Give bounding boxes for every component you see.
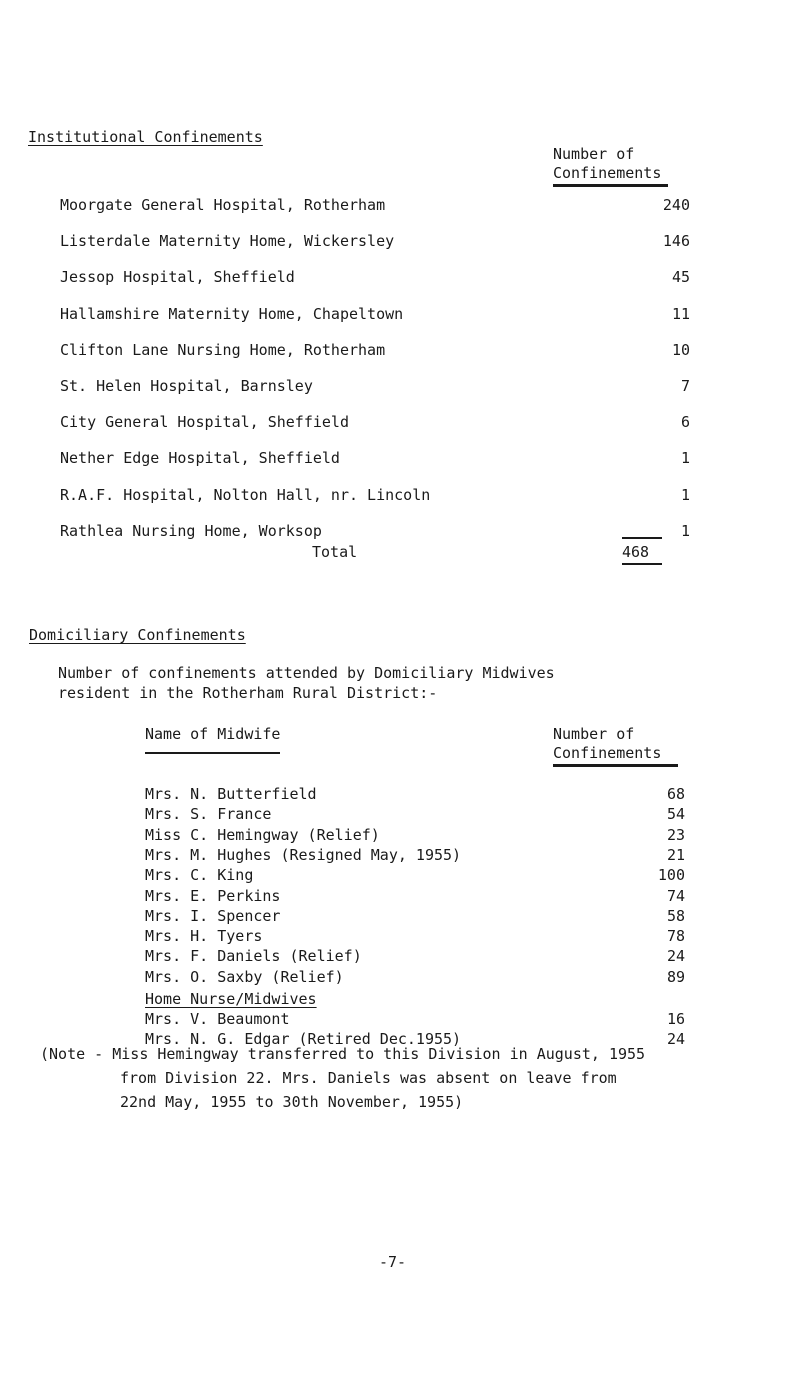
- midwife-row-count: 89: [666, 967, 685, 986]
- midwife-row-count: 23: [666, 825, 685, 844]
- note-block: [40, 1042, 780, 1114]
- institution-row-name: Rathlea Nursing Home, Worksop: [60, 521, 322, 540]
- institution-row-name: Clifton Lane Nursing Home, Rotherham: [60, 340, 386, 359]
- institution-row: [60, 413, 690, 435]
- institution-row-name: City General Hospital, Sheffield: [60, 413, 349, 432]
- institution-row-name: Nether Edge Hospital, Sheffield: [60, 449, 340, 468]
- midwife-row: [145, 805, 695, 827]
- institution-row: [60, 522, 690, 544]
- note-line-3: 22nd May, 1955 to 30th November, 1955): [120, 1093, 464, 1111]
- midwife-row-name: Mrs. E. Perkins: [145, 886, 281, 905]
- home-nurse-row-count: 16: [666, 1010, 685, 1028]
- midwife-row: [145, 968, 695, 990]
- midwife-row: [145, 785, 695, 807]
- institution-row-count: 11: [671, 304, 690, 323]
- midwife-row: [145, 927, 695, 949]
- page-number: -7-: [379, 1253, 407, 1271]
- home-nurse-subheading: Home Nurse/Midwives: [145, 990, 317, 1008]
- institution-row: [60, 486, 690, 508]
- institutional-total-value: 468: [622, 543, 650, 561]
- midwife-count-header-rule: [553, 764, 678, 767]
- midwife-row-count: 68: [666, 785, 685, 803]
- institution-row-name: Hallamshire Maternity Home, Chapeltown: [60, 304, 404, 323]
- midwife-name-header: Name of Midwife: [145, 725, 281, 743]
- institutional-col-header-line2: Confinements: [553, 164, 662, 182]
- midwife-row: [145, 866, 695, 888]
- home-nurse-row-name: Mrs. V. Beaumont: [145, 1010, 290, 1028]
- midwife-row: [145, 947, 695, 969]
- midwife-count-header-line2: Confinements: [553, 744, 662, 762]
- midwife-row-name: Mrs. N. Butterfield: [145, 785, 317, 803]
- midwife-name-header-rule: [145, 752, 280, 754]
- institution-row: [60, 196, 690, 218]
- institutional-total-underline: [622, 563, 662, 565]
- midwife-row-name: Mrs. S. France: [145, 805, 272, 824]
- domiciliary-intro-line1: Number of confinements attended by Domiciliary Midwives: [58, 664, 555, 682]
- institution-row: [60, 449, 690, 471]
- institution-row-count: 240: [662, 196, 690, 214]
- institution-row-name: Jessop Hospital, Sheffield: [60, 268, 295, 287]
- institution-row-count: 1: [680, 485, 690, 504]
- institutional-total-rule: [622, 537, 662, 539]
- institution-row-count: 45: [671, 268, 690, 287]
- note-line-2: from Division 22. Mrs. Daniels was absent on leave from: [120, 1069, 617, 1087]
- midwife-row-name: Mrs. O. Saxby (Relief): [145, 967, 344, 986]
- institution-row-name: Listerdale Maternity Home, Wickersley: [60, 232, 395, 251]
- institution-row-count: 6: [680, 413, 690, 432]
- midwife-row-name: Miss C. Hemingway (Relief): [145, 825, 380, 844]
- institution-row-count: 10: [671, 340, 690, 359]
- midwife-count-header-line1: Number of: [553, 725, 635, 743]
- midwife-row-name: Mrs. M. Hughes (Resigned May, 1955): [145, 845, 462, 864]
- institution-row-name: R.A.F. Hospital, Nolton Hall, nr. Lincoln: [60, 485, 431, 504]
- institution-row-count: 1: [680, 521, 690, 540]
- midwife-row-name: Mrs. C. King: [145, 866, 254, 885]
- institution-row-name: St. Helen Hospital, Barnsley: [60, 377, 313, 395]
- midwife-row-name: Mrs. F. Daniels (Relief): [145, 947, 362, 966]
- midwife-row-count: 54: [666, 805, 685, 824]
- institution-row-name: Moorgate General Hospital, Rotherham: [60, 196, 386, 214]
- home-nurse-row-count: 24: [666, 1030, 685, 1049]
- note-line-1: (Note - Miss Hemingway transferred to this Division in August, 1955: [40, 1045, 646, 1063]
- institutional-header-rule: [553, 184, 668, 187]
- midwife-row-count: 74: [666, 886, 685, 905]
- midwife-row-count: 21: [666, 845, 685, 864]
- midwife-row-count: 100: [657, 866, 685, 885]
- institutional-total-label: Total: [312, 543, 358, 561]
- institutional-heading: Institutional Confinements: [28, 128, 263, 146]
- institution-row-count: 1: [680, 449, 690, 468]
- institution-row: [60, 268, 690, 290]
- midwife-row-count: 78: [666, 927, 685, 946]
- institution-row-count: 146: [662, 232, 690, 251]
- midwife-row-count: 24: [666, 947, 685, 966]
- midwife-row: [145, 846, 695, 868]
- institution-row-count: 7: [680, 377, 690, 395]
- institution-row: [60, 377, 690, 399]
- home-nurse-row-name: Mrs. N. G. Edgar (Retired Dec.1955): [145, 1030, 462, 1049]
- midwife-row-count: 58: [666, 906, 685, 925]
- home-nurse-row: [145, 1010, 695, 1032]
- institution-row: [60, 232, 690, 254]
- domiciliary-heading: Domiciliary Confinements: [29, 626, 246, 644]
- midwife-row-name: Mrs. I. Spencer: [145, 906, 281, 925]
- institutional-col-header-line1: Number of: [553, 145, 635, 163]
- institution-row: [60, 305, 690, 327]
- institution-row: [60, 341, 690, 363]
- domiciliary-intro-line2: resident in the Rotherham Rural District:-: [58, 684, 438, 702]
- midwife-row: [145, 826, 695, 848]
- midwife-row-name: Mrs. H. Tyers: [145, 927, 263, 946]
- midwife-row: [145, 907, 695, 929]
- midwife-row: [145, 887, 695, 909]
